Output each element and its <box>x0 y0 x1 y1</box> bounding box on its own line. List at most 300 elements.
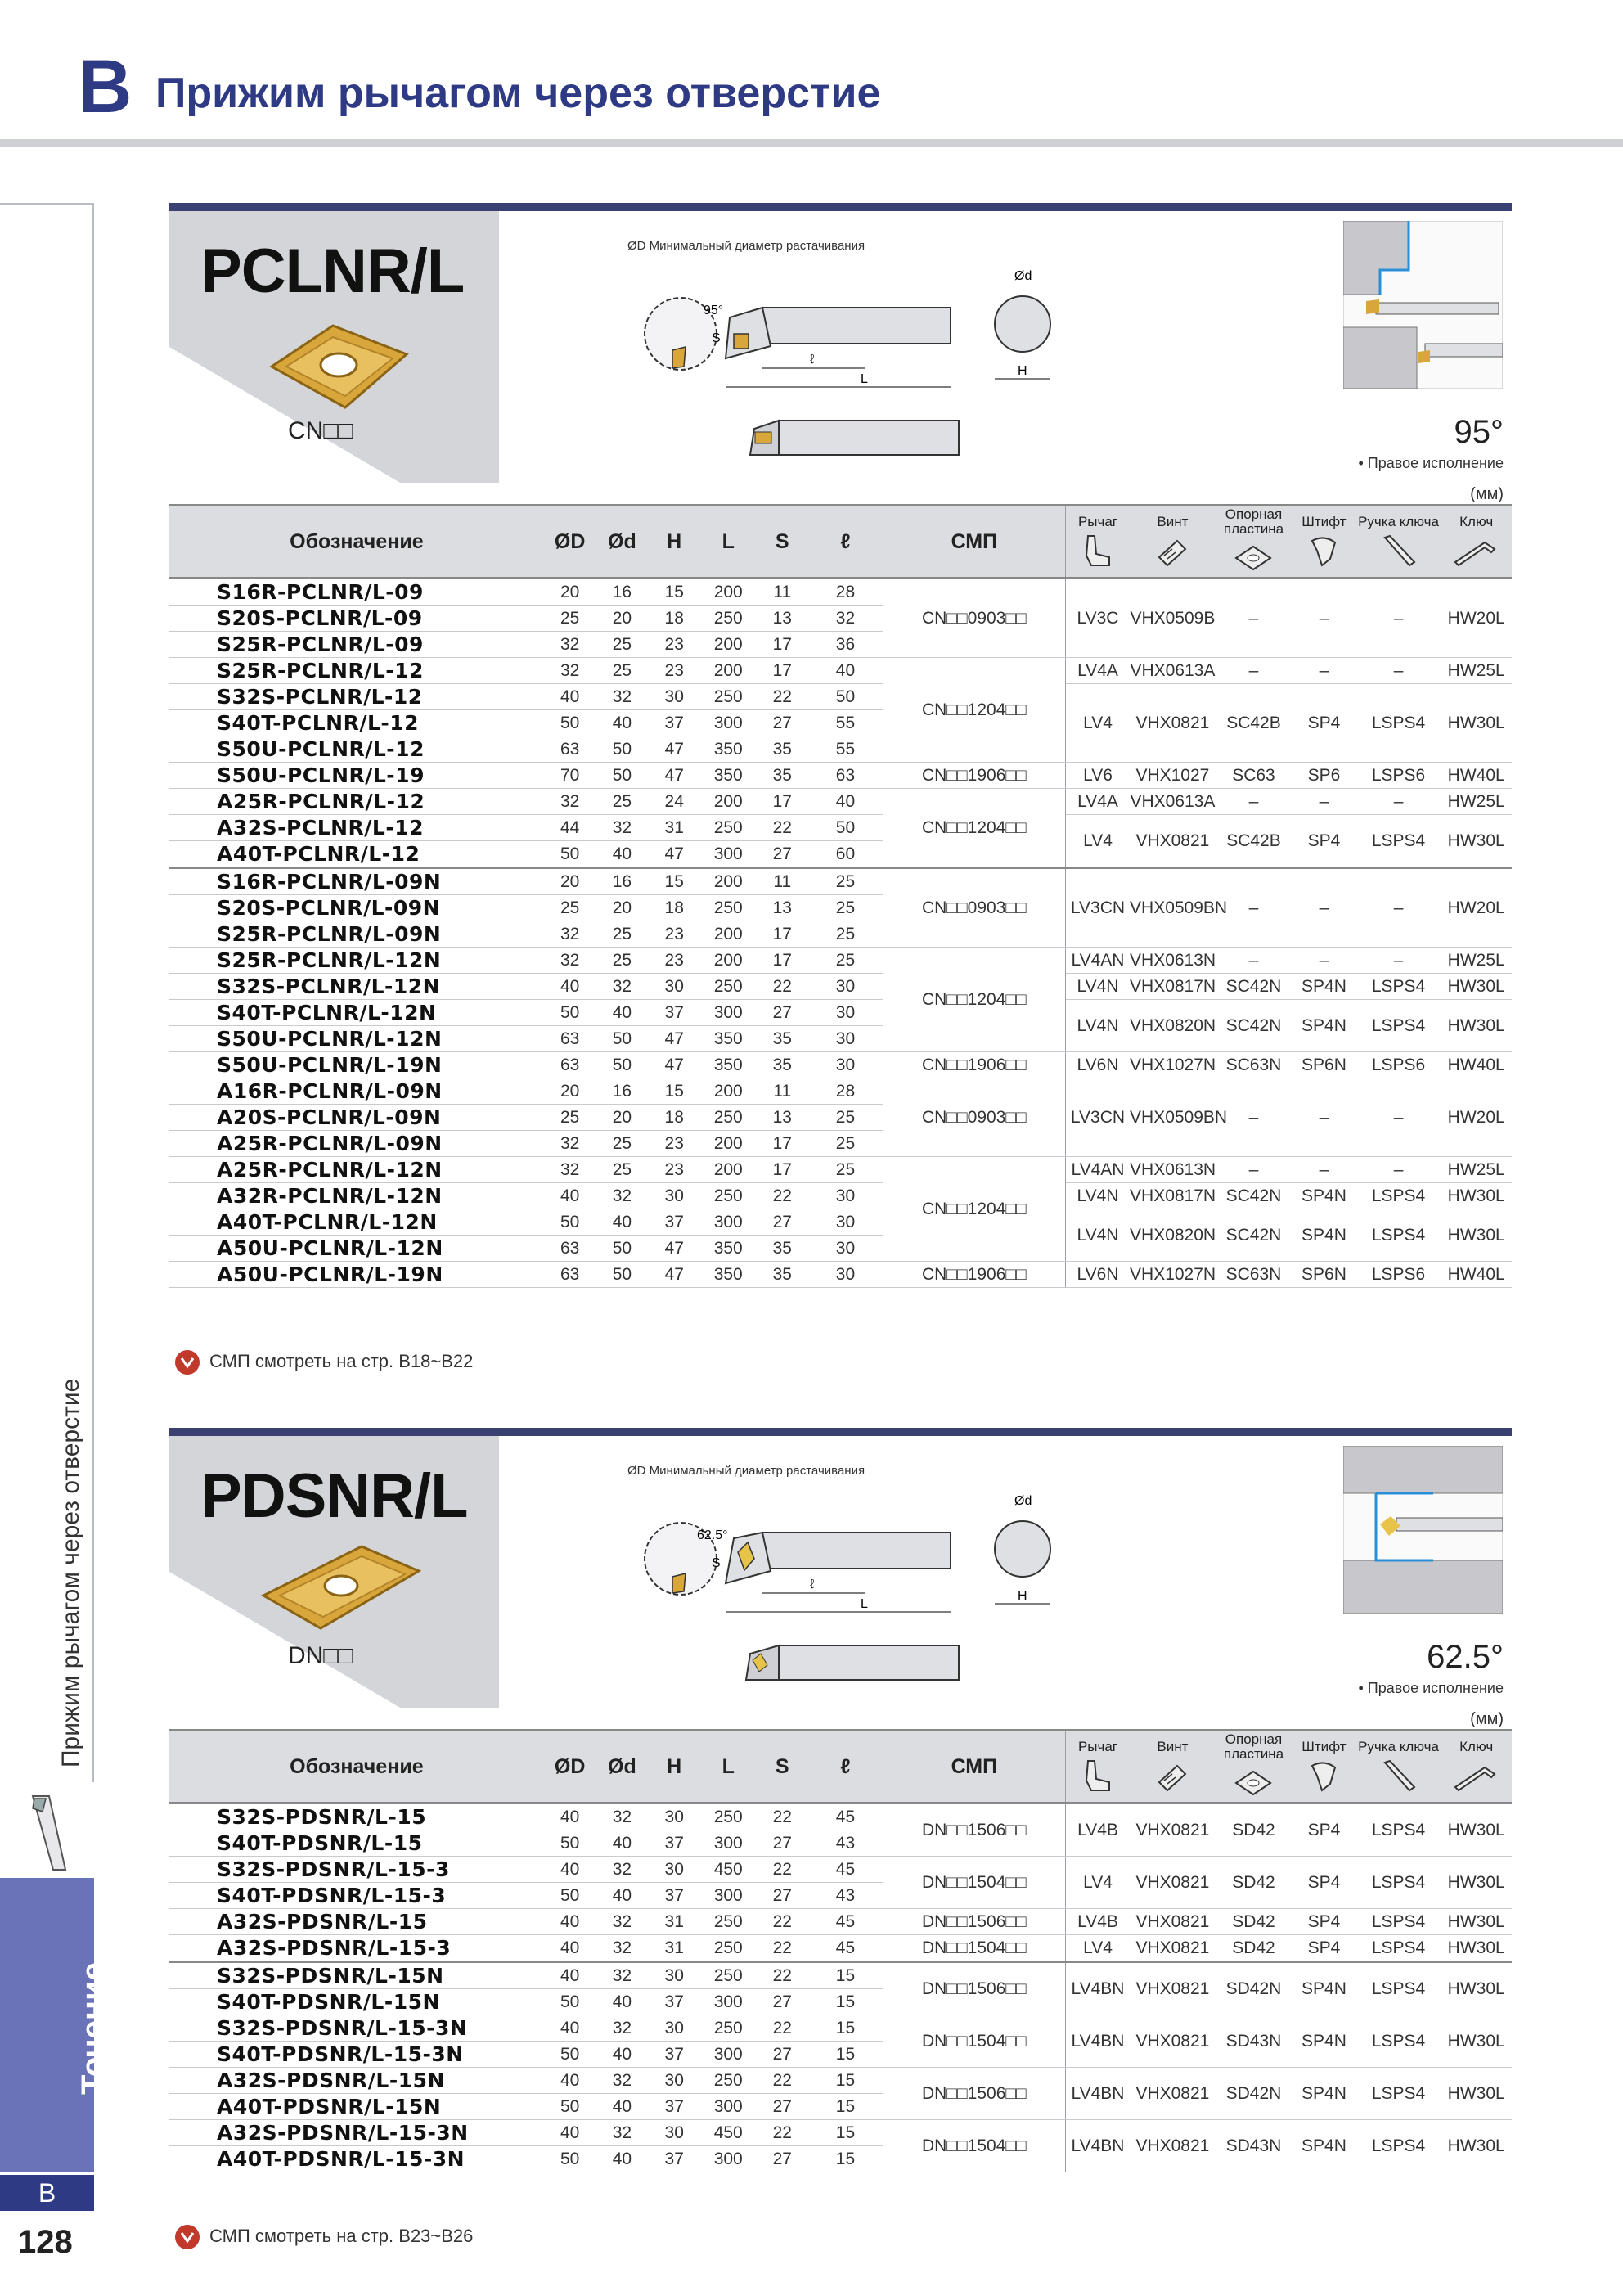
header-rule <box>0 139 1623 147</box>
dimension-cell: 22 <box>756 684 808 710</box>
table-row <box>169 684 1512 710</box>
dimension-cell: 40 <box>596 710 649 736</box>
dimension-cell: 200 <box>700 632 756 658</box>
part-cell: HW30L <box>1441 1909 1512 1935</box>
part-cell: SC63N <box>1216 1052 1292 1078</box>
table-row <box>169 1803 1512 1830</box>
designation-cell: A50U-PCLNR/L-19N <box>169 1262 544 1288</box>
dimension-cell: 50 <box>596 1236 649 1262</box>
sidebar-rule-top <box>0 203 94 205</box>
dimension-cell: 250 <box>700 895 756 921</box>
dimension-cell: 17 <box>756 632 808 658</box>
part-cell: – <box>1216 1078 1292 1157</box>
angle-dim: 62.5° <box>697 1528 728 1542</box>
dimension-cell: 45 <box>808 1857 883 1883</box>
dimension-cell: 25 <box>596 948 649 974</box>
part-cell: HW30L <box>1441 815 1512 868</box>
designation-cell: S32S-PDSNR/L-15-3 <box>169 1857 544 1883</box>
part-cell: HW20L <box>1441 1078 1512 1157</box>
dimension-cell: 27 <box>756 710 808 736</box>
part-cell: VHX1027 <box>1130 763 1216 789</box>
col-insert: СМП <box>883 506 1065 579</box>
designation-cell: S50U-PCLNR/L-19 <box>169 763 544 789</box>
dimension-cell: 40 <box>596 1989 649 2015</box>
dimension-cell: 37 <box>648 1883 700 1909</box>
pin-icon <box>1306 533 1342 569</box>
tool-holder-icon <box>25 1792 74 1878</box>
part-cell: VHX0821 <box>1130 2068 1216 2120</box>
dimension-cell: 15 <box>808 2015 883 2042</box>
dimension-cell: 40 <box>544 1909 596 1935</box>
col-d: Ød <box>596 506 649 579</box>
col-designation: Обозначение <box>169 1731 544 1803</box>
table-header-row <box>169 1731 1512 1803</box>
part-cell: SP4N <box>1292 2015 1356 2068</box>
table-row <box>169 1857 1512 1883</box>
part-cell: LV4 <box>1065 1935 1130 1962</box>
part-cell: VHX0613A <box>1130 658 1216 684</box>
dimension-cell: 23 <box>648 632 700 658</box>
dimension-cell: 250 <box>700 1105 756 1131</box>
dimension-cell: 63 <box>544 1052 596 1078</box>
designation-cell: S25R-PCLNR/L-09 <box>169 632 544 658</box>
dimension-cell: 23 <box>648 948 700 974</box>
designation-cell: S50U-PCLNR/L-12N <box>169 1026 544 1052</box>
dimension-cell: 50 <box>596 1026 649 1052</box>
part-cell: – <box>1216 579 1292 658</box>
dimension-cell: 200 <box>700 658 756 684</box>
dimension-cell: 47 <box>648 1052 700 1078</box>
dimension-cell: 28 <box>808 579 883 606</box>
insert-reference-text: СМП смотреть на стр. B23~B26 <box>209 2225 474 2246</box>
dimension-cell: 250 <box>700 974 756 1000</box>
dimension-cell: 50 <box>544 710 596 736</box>
min-diameter-note: ØD Минимальный диаметр растачивания <box>627 239 865 253</box>
dimension-cell: 32 <box>596 2068 649 2094</box>
part-cell: – <box>1356 948 1441 974</box>
part-cell: SP6 <box>1292 763 1356 789</box>
part-cell: SC63 <box>1216 763 1292 789</box>
dimension-cell: 25 <box>808 1157 883 1183</box>
designation-cell: A25R-PCLNR/L-12N <box>169 1157 544 1183</box>
dimension-cell: 27 <box>756 1989 808 2015</box>
product-code: PCLNR/L <box>200 236 465 306</box>
part-cell: HW20L <box>1441 868 1512 948</box>
dimension-cell: 250 <box>700 684 756 710</box>
part-cell: LSPS4 <box>1356 1000 1441 1052</box>
table-row <box>169 789 1512 815</box>
dimension-cell: 18 <box>648 895 700 921</box>
dimension-cell: 15 <box>808 2120 883 2146</box>
designation-cell: A32S-PDSNR/L-15-3 <box>169 1935 544 1962</box>
dimension-cell: 200 <box>700 1131 756 1157</box>
part-cell: SC42N <box>1216 1000 1292 1052</box>
dimension-cell: 11 <box>756 579 808 606</box>
col-key_handle: Ручка ключа <box>1356 506 1441 579</box>
sidebar-section-label: Прижим рычагом через отверстие <box>57 1378 84 1767</box>
dimension-cell: 24 <box>648 789 700 815</box>
product-code: PDSNR/L <box>200 1461 468 1531</box>
part-cell: SP4N <box>1292 1183 1356 1209</box>
insert-reference-text: СМП смотреть на стр. B18~B22 <box>209 1350 474 1371</box>
chapter-tab-label: Точение <box>75 1962 111 2095</box>
dimension-cell: 23 <box>648 1131 700 1157</box>
dimension-cell: 50 <box>808 684 883 710</box>
dimension-cell: 40 <box>544 2068 596 2094</box>
dimension-cell: 25 <box>808 948 883 974</box>
dimension-cell: 23 <box>648 658 700 684</box>
dimension-cell: 25 <box>596 658 649 684</box>
tool-drawing <box>615 1461 1319 1694</box>
part-cell: HW25L <box>1441 1157 1512 1183</box>
dimension-cell: 300 <box>700 2094 756 2120</box>
col-L: L <box>700 506 756 579</box>
insert-cell: CN□□0903□□ <box>883 579 1065 658</box>
shim-icon <box>1233 1765 1274 1801</box>
dimension-cell: 37 <box>648 1830 700 1857</box>
designation-cell: A40T-PCLNR/L-12N <box>169 1209 544 1236</box>
sidebar-rule <box>92 203 94 1782</box>
part-cell: SC42N <box>1216 974 1292 1000</box>
part-cell: – <box>1356 579 1441 658</box>
insert-cell: CN□□1204□□ <box>883 658 1065 763</box>
part-cell: SP4N <box>1292 1962 1356 2015</box>
part-cell: VHX0817N <box>1130 974 1216 1000</box>
dimension-cell: 32 <box>596 1935 649 1962</box>
part-cell: – <box>1356 1157 1441 1183</box>
insert-cell: CN□□1906□□ <box>883 1262 1065 1288</box>
dimension-cell: 250 <box>700 1909 756 1935</box>
designation-cell: A32S-PCLNR/L-12 <box>169 815 544 841</box>
dimension-cell: 27 <box>756 1000 808 1026</box>
dimension-cell: 15 <box>648 1078 700 1105</box>
designation-cell: S25R-PCLNR/L-12N <box>169 948 544 974</box>
part-cell: VHX1027N <box>1130 1262 1216 1288</box>
dimension-cell: 45 <box>808 1909 883 1935</box>
part-cell: LSPS4 <box>1356 1209 1441 1262</box>
dimension-cell: 300 <box>700 2146 756 2172</box>
insert-cell: DN□□1504□□ <box>883 1857 1065 1909</box>
designation-cell: S16R-PCLNR/L-09N <box>169 868 544 895</box>
designation-cell: S20S-PCLNR/L-09 <box>169 606 544 632</box>
part-cell: SP4 <box>1292 1857 1356 1909</box>
dimension-cell: 63 <box>544 736 596 763</box>
designation-cell: S50U-PCLNR/L-12 <box>169 736 544 763</box>
col-l: ℓ <box>808 1731 883 1803</box>
dimension-cell: 25 <box>596 921 649 948</box>
s-dim: S <box>712 1556 721 1570</box>
dimension-cell: 50 <box>596 736 649 763</box>
col-l: ℓ <box>808 506 883 579</box>
unit-label: (мм) <box>1470 1710 1504 1728</box>
application-image <box>1343 1446 1503 1618</box>
dimension-cell: 40 <box>596 1830 649 1857</box>
dimension-cell: 17 <box>756 1157 808 1183</box>
dimension-cell: 32 <box>596 1183 649 1209</box>
part-cell: VHX0820N <box>1130 1000 1216 1052</box>
dimension-cell: 37 <box>648 1209 700 1236</box>
table-row <box>169 948 1512 974</box>
part-cell: HW30L <box>1441 1857 1512 1909</box>
dimension-cell: 35 <box>756 1052 808 1078</box>
part-cell: LV4BN <box>1065 2068 1130 2120</box>
dimension-cell: 11 <box>756 868 808 895</box>
designation-cell: S32S-PCLNR/L-12 <box>169 684 544 710</box>
dimension-cell: 47 <box>648 1026 700 1052</box>
designation-cell: A32S-PDSNR/L-15-3N <box>169 2120 544 2146</box>
part-cell: – <box>1356 1078 1441 1157</box>
hex-key-icon <box>1452 1758 1501 1794</box>
dimension-cell: 40 <box>544 1803 596 1830</box>
dimension-cell: 40 <box>596 2146 649 2172</box>
dimension-cell: 40 <box>596 2042 649 2068</box>
dimension-cell: 15 <box>648 579 700 606</box>
dimension-cell: 16 <box>596 1078 649 1105</box>
spec-table <box>169 1729 1512 2172</box>
dimension-cell: 17 <box>756 921 808 948</box>
table-row <box>169 1935 1512 1962</box>
col-pin: Штифт <box>1292 1731 1356 1803</box>
dimension-cell: 63 <box>544 1026 596 1052</box>
dimension-cell: 40 <box>596 841 649 868</box>
col-S: S <box>756 1731 808 1803</box>
part-cell: VHX0821 <box>1130 815 1216 868</box>
part-cell: VHX0821 <box>1130 2015 1216 2068</box>
dimension-cell: 40 <box>544 1183 596 1209</box>
dimension-cell: 50 <box>596 1052 649 1078</box>
table-row <box>169 2015 1512 2042</box>
dimension-cell: 30 <box>808 1183 883 1209</box>
designation-cell: A40T-PDSNR/L-15N <box>169 2094 544 2120</box>
dimension-cell: 250 <box>700 606 756 632</box>
dimension-cell: 35 <box>756 1236 808 1262</box>
dimension-cell: 300 <box>700 710 756 736</box>
dimension-cell: 300 <box>700 841 756 868</box>
dimension-cell: 18 <box>648 606 700 632</box>
page-title: Прижим рычагом через отверстие <box>155 70 881 117</box>
part-cell: SP4 <box>1292 684 1356 763</box>
dimension-cell: 22 <box>756 1183 808 1209</box>
part-cell: LV4 <box>1065 1857 1130 1909</box>
part-cell: HW40L <box>1441 1052 1512 1078</box>
dimension-cell: 40 <box>544 2120 596 2146</box>
dimension-cell: 27 <box>756 2042 808 2068</box>
dimension-cell: 30 <box>648 1857 700 1883</box>
designation-cell: S40T-PDSNR/L-15-3 <box>169 1883 544 1909</box>
part-cell: SP4N <box>1292 1000 1356 1052</box>
part-cell: HW40L <box>1441 1262 1512 1288</box>
od-dim: Ød <box>1014 1494 1032 1508</box>
dimension-cell: 30 <box>648 1803 700 1830</box>
designation-cell: S16R-PCLNR/L-09 <box>169 579 544 606</box>
product-section-pclnr <box>169 203 1512 1381</box>
part-cell: LSPS4 <box>1356 1935 1441 1962</box>
h-dim: H <box>1018 1589 1027 1603</box>
dimension-cell: 30 <box>808 1000 883 1026</box>
dimension-cell: 200 <box>700 579 756 606</box>
dimension-cell: 44 <box>544 815 596 841</box>
screw-icon <box>1153 1758 1192 1794</box>
dimension-cell: 300 <box>700 2042 756 2068</box>
dimension-cell: 17 <box>756 789 808 815</box>
dimension-cell: 43 <box>808 1830 883 1857</box>
lever-icon <box>1081 1758 1114 1794</box>
dimension-cell: 32 <box>596 974 649 1000</box>
dimension-cell: 25 <box>544 1105 596 1131</box>
dimension-cell: 25 <box>544 606 596 632</box>
dimension-cell: 32 <box>544 1157 596 1183</box>
dimension-cell: 50 <box>544 841 596 868</box>
insert-cell: CN□□1906□□ <box>883 763 1065 789</box>
dimension-cell: 50 <box>544 1883 596 1909</box>
part-cell: VHX0821 <box>1130 1935 1216 1962</box>
dimension-cell: 31 <box>648 1935 700 1962</box>
h-dim: H <box>1018 364 1027 378</box>
part-cell: LSPS4 <box>1356 2068 1441 2120</box>
dimension-cell: 40 <box>544 1962 596 1989</box>
dimension-cell: 20 <box>596 895 649 921</box>
dimension-cell: 32 <box>596 815 649 841</box>
dimension-cell: 25 <box>596 1157 649 1183</box>
part-cell: LV4BN <box>1065 1962 1130 2015</box>
s-dim: S <box>712 331 721 345</box>
dimension-cell: 40 <box>544 974 596 1000</box>
dimension-cell: 300 <box>700 1830 756 1857</box>
dimension-cell: 250 <box>700 2015 756 2042</box>
part-cell: – <box>1356 789 1441 815</box>
dimension-cell: 40 <box>596 1883 649 1909</box>
dimension-cell: 17 <box>756 658 808 684</box>
dimension-cell: 27 <box>756 841 808 868</box>
dimension-cell: 50 <box>544 1830 596 1857</box>
dimension-cell: 450 <box>700 2120 756 2146</box>
part-cell: VHX0821 <box>1130 1803 1216 1857</box>
dimension-cell: 37 <box>648 1000 700 1026</box>
dimension-cell: 32 <box>808 606 883 632</box>
col-screw: Винт <box>1130 506 1216 579</box>
dimension-cell: 47 <box>648 736 700 763</box>
dimension-cell: 200 <box>700 868 756 895</box>
part-cell: SC42N <box>1216 1209 1292 1262</box>
part-cell: VHX0820N <box>1130 1209 1216 1262</box>
part-cell: LV3CN <box>1065 868 1130 948</box>
dimension-cell: 35 <box>756 1262 808 1288</box>
col-L: L <box>700 1731 756 1803</box>
dimension-cell: 27 <box>756 2094 808 2120</box>
part-cell: LV4AN <box>1065 1157 1130 1183</box>
part-cell: LV4 <box>1065 684 1130 763</box>
dimension-cell: 13 <box>756 1105 808 1131</box>
part-cell: LSPS6 <box>1356 1052 1441 1078</box>
dimension-cell: 55 <box>808 736 883 763</box>
dimension-cell: 36 <box>808 632 883 658</box>
part-cell: HW30L <box>1441 2068 1512 2120</box>
part-cell: VHX0821 <box>1130 1857 1216 1909</box>
dimension-cell: 200 <box>700 1078 756 1105</box>
part-cell: SC42N <box>1216 1183 1292 1209</box>
dimension-cell: 15 <box>808 2146 883 2172</box>
part-cell: HW40L <box>1441 763 1512 789</box>
part-cell: LV4N <box>1065 1183 1130 1209</box>
part-cell: SP4 <box>1292 815 1356 868</box>
dimension-cell: 35 <box>756 763 808 789</box>
insert-shape-label: CN□□ <box>288 417 353 444</box>
col-D: ØD <box>544 506 596 579</box>
insert-cell: CN□□1204□□ <box>883 1157 1065 1262</box>
part-cell: SP4N <box>1292 1209 1356 1262</box>
part-cell: – <box>1292 579 1356 658</box>
l-small-dim: ℓ <box>810 1578 815 1591</box>
dimension-cell: 13 <box>756 895 808 921</box>
approach-angle: 95° <box>1454 414 1504 450</box>
designation-cell: S25R-PCLNR/L-12 <box>169 658 544 684</box>
dimension-cell: 22 <box>756 1857 808 1883</box>
dimension-cell: 40 <box>808 658 883 684</box>
designation-cell: A16R-PCLNR/L-09N <box>169 1078 544 1105</box>
part-cell: LSPS4 <box>1356 1803 1441 1857</box>
dimension-cell: 22 <box>756 2068 808 2094</box>
part-cell: SP4 <box>1292 1909 1356 1935</box>
dimension-cell: 32 <box>544 789 596 815</box>
dimension-cell: 37 <box>648 2094 700 2120</box>
col-shim: Опорная пластина <box>1216 1731 1292 1803</box>
part-cell: – <box>1292 1157 1356 1183</box>
part-cell: – <box>1292 948 1356 974</box>
col-lever: Рычаг <box>1065 506 1130 579</box>
dimension-cell: 22 <box>756 974 808 1000</box>
table-row <box>169 1183 1512 1209</box>
designation-cell: S40T-PCLNR/L-12N <box>169 1000 544 1026</box>
insert-image <box>255 317 419 420</box>
dimension-cell: 30 <box>808 1236 883 1262</box>
dimension-cell: 27 <box>756 1830 808 1857</box>
table-row <box>169 1000 1512 1026</box>
dimension-cell: 11 <box>756 1078 808 1105</box>
dimension-cell: 50 <box>544 1000 596 1026</box>
part-cell: LV4B <box>1065 1909 1130 1935</box>
insert-reference-note <box>173 1348 473 1376</box>
dimension-cell: 300 <box>700 1989 756 2015</box>
dimension-cell: 27 <box>756 2146 808 2172</box>
dimension-cell: 35 <box>756 1026 808 1052</box>
dimension-cell: 28 <box>808 1078 883 1105</box>
dimension-cell: 40 <box>544 1857 596 1883</box>
part-cell: LV4A <box>1065 658 1130 684</box>
dimension-cell: 32 <box>596 1803 649 1830</box>
part-cell: HW30L <box>1441 1962 1512 2015</box>
dimension-cell: 25 <box>544 895 596 921</box>
dimension-cell: 40 <box>544 684 596 710</box>
dimension-cell: 27 <box>756 1209 808 1236</box>
dimension-cell: 250 <box>700 1935 756 1962</box>
part-cell: HW30L <box>1441 2015 1512 2068</box>
dimension-cell: 30 <box>808 1209 883 1236</box>
dimension-cell: 50 <box>544 2094 596 2120</box>
part-cell: LSPS4 <box>1356 974 1441 1000</box>
part-cell: HW25L <box>1441 789 1512 815</box>
designation-cell: A20S-PCLNR/L-09N <box>169 1105 544 1131</box>
dimension-cell: 22 <box>756 2015 808 2042</box>
dimension-cell: 37 <box>648 2042 700 2068</box>
part-cell: – <box>1292 789 1356 815</box>
dimension-cell: 30 <box>808 974 883 1000</box>
dimension-cell: 350 <box>700 736 756 763</box>
part-cell: HW30L <box>1441 2120 1512 2172</box>
table-row <box>169 1262 1512 1288</box>
insert-cell: DN□□1506□□ <box>883 1803 1065 1857</box>
insert-image <box>251 1538 431 1641</box>
part-cell: VHX0613N <box>1130 1157 1216 1183</box>
